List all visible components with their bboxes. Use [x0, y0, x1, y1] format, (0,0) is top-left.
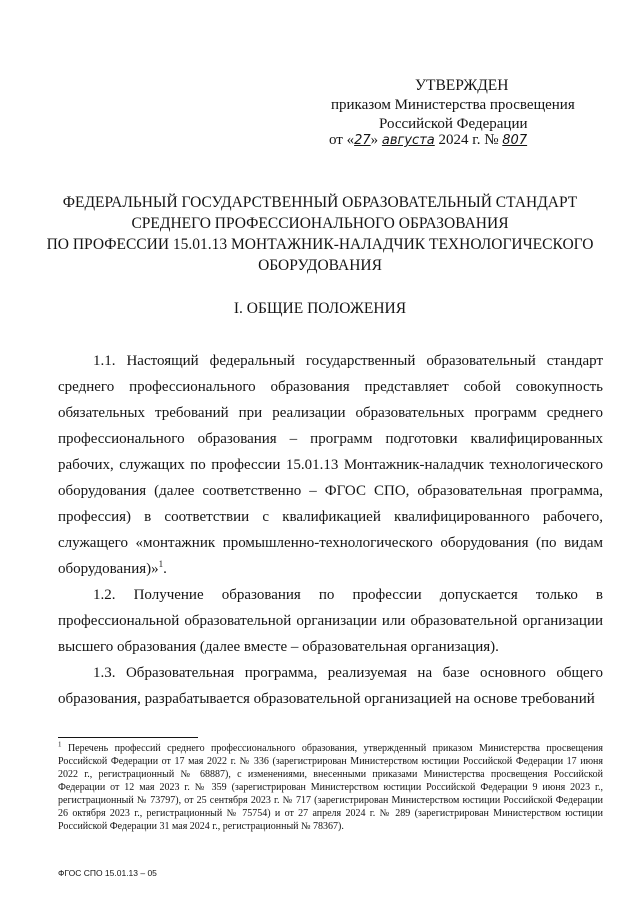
paragraph-1-1 [58, 348, 603, 582]
handwritten-day: 27 [354, 133, 371, 148]
standard-title-line: ПО ПРОФЕССИИ 15.01.13 МОНТАЖНИК-НАЛАДЧИК ТЕХНОЛОГИЧЕСКОГО [46, 236, 594, 253]
paragraph-1-1-end: . [163, 561, 167, 577]
standard-title-line: ФЕДЕРАЛЬНЫЙ ГОСУДАРСТВЕННЫЙ ОБРАЗОВАТЕЛЬНЫЙ СТАНДАРТ [62, 194, 578, 211]
approval-date-line [329, 130, 527, 151]
date-quote-close: » [370, 132, 379, 148]
section-heading: I. ОБЩИЕ ПОЛОЖЕНИЯ [233, 300, 407, 317]
date-prefix: от « [329, 132, 355, 148]
footnote-reference: 1 [158, 559, 164, 569]
handwritten-order-number: 807 [502, 133, 528, 148]
footnote-mark: 1 [58, 740, 62, 749]
year-suffix: 2024 г. № [438, 132, 499, 148]
handwritten-month: августа [381, 133, 435, 148]
document-body [58, 348, 603, 712]
standard-title [40, 192, 600, 276]
approval-country-line: Российской Федерации [379, 116, 528, 132]
standard-title-line: ОБОРУДОВАНИЯ [258, 257, 382, 274]
paragraph-1-1-text: 1.1. Настоящий федеральный государственный образовательный стандарт среднего профессионального образования представляет собой совокупность обязательных требований при реализации образовательных программ среднего профессионального образования – программ подготовки квалифицированных рабочих, служащих по профессии 15.01.13 Монтажник-наладчик технологического оборудования (далее соответственно – ФГОС СПО, образовательная программа, профессия) в соответствии с квалификацией квалифицированного рабочего, служащего «монтажник промышленно-технологического оборудования (по видам оборудования)» [58, 353, 603, 577]
approval-title: УТВЕРЖДЕН [415, 77, 509, 94]
paragraph-1-2: 1.2. Получение образования по профессии допускается только в профессиональной образовательной организации или образовательной организации высшего образования (далее вместе – образовательная организация). [58, 587, 603, 655]
footnote-divider [58, 737, 198, 738]
paragraph-1-3: 1.3. Образовательная программа, реализуемая на базе основного общего образования, разрабатывается образовательной организацией на основе требований [58, 665, 603, 707]
document-code: ФГОС СПО 15.01.13 – 05 [58, 868, 157, 878]
footnote-text: Перечень профессий среднего профессионального образования, утвержденный приказом Министерства просвещения Российской Федерации от 17 мая 2022 г. № 336 (зарегистрирован Министерством юстиции Российской Федерации 17 июня 2022 г., регистрационный № 68887), с изменениями, внесенными приказами Министерства просвещения Российской Федерации от 12 мая 2023 г. № 359 (зарегистрирован Министерством юстиции Российской Федерации 9 июня 2023 г., регистрационный № 73797), от 25 сентября 2023 г. № 717 (зарегистрирован Министерством юстиции Российской Федерации 26 октября 2023 г., регистрационный № 75754) и от 27 апреля 2024 г. № 289 (зарегистрирован Министерством юстиции Российской Федерации 31 мая 2024 г., регистрационный № 78367). [58, 743, 603, 832]
footnote [58, 742, 603, 833]
standard-title-line: СРЕДНЕГО ПРОФЕССИОНАЛЬНОГО ОБРАЗОВАНИЯ [131, 215, 509, 232]
approval-order-line: приказом Министерства просвещения [331, 97, 575, 113]
